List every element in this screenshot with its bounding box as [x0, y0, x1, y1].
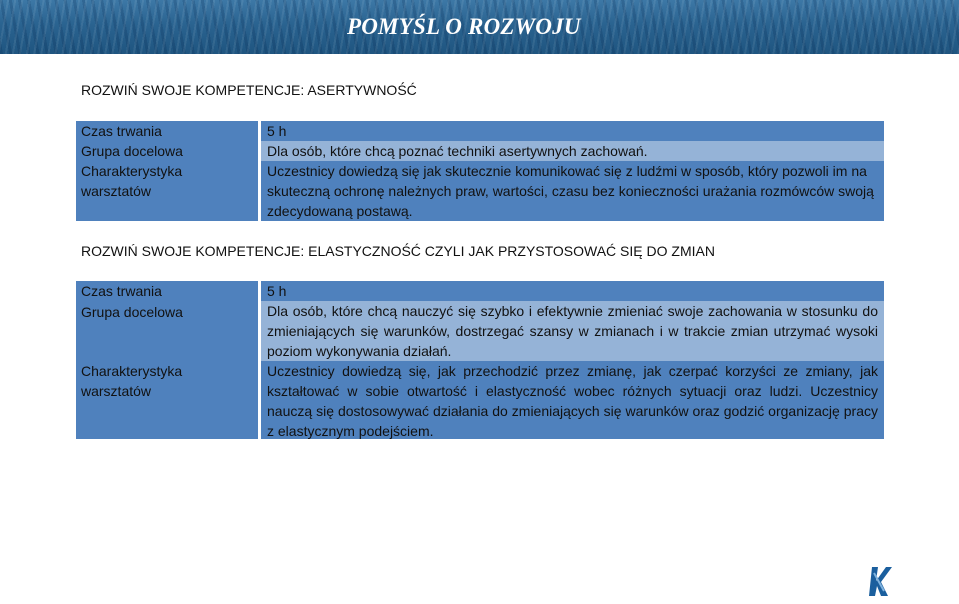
row-value-cell: [261, 141, 884, 161]
row-label: Grupa docelowa: [81, 143, 183, 159]
row-value: Dla osób, które chcą nauczyć się szybko i efektywnie zmieniać swoje zachowania w stosunku do zmieniających się warunków, dostrzegać szansy w zmianach i w trakcie zmian utrzymać wysoki poziom wykonywania działań.: [267, 303, 878, 359]
row-value: 5 h: [267, 283, 287, 299]
row-value: 5 h: [267, 123, 287, 139]
table-row: [76, 361, 884, 439]
row-value-cell: [261, 361, 884, 439]
row-label-cell: [76, 121, 258, 141]
logo-mark-icon: [868, 563, 948, 599]
biuro-karier-logo: [868, 563, 948, 599]
table-flexibility: [76, 281, 884, 439]
row-value: Uczestnicy dowiedzą się jak skutecznie komunikować się z ludźmi w sposób, który pozwoli im na skuteczną ochronę należnych praw, wartości, czasu bez konieczności urażania rozmówców swoją zdecydowaną postawą.: [267, 163, 874, 219]
row-value: Dla osób, które chcą poznać techniki asertywnych zachowań.: [267, 143, 648, 159]
row-label: Charakterystyka warsztatów: [81, 363, 183, 399]
table-row: [76, 281, 884, 301]
row-label: Czas trwania: [81, 283, 162, 299]
page-title: POMYŚL O ROZWOJU: [347, 14, 581, 39]
header-banner: [0, 0, 959, 54]
table-row: [76, 121, 884, 141]
section-heading-flexibility: ROZWIŃ SWOJE KOMPETENCJE: ELASTYCZNOŚĆ CZYLI JAK PRZYSTOSOWAĆ SIĘ DO ZMIAN: [81, 243, 715, 259]
table-row: [76, 161, 884, 221]
row-label: Grupa docelowa: [81, 304, 183, 320]
row-value-cell: [261, 301, 884, 361]
row-label-cell: [76, 141, 258, 161]
row-value-cell: [261, 281, 884, 301]
table-row: [76, 301, 884, 361]
section-heading-assertiveness: ROZWIŃ SWOJE KOMPETENCJE: ASERTYWNOŚĆ: [81, 82, 417, 98]
table-row: [76, 141, 884, 161]
row-value-cell: [261, 121, 884, 141]
table-assertiveness: [76, 121, 884, 221]
row-label: Charakterystyka warsztatów: [81, 163, 183, 199]
row-label-cell: [76, 161, 258, 221]
row-value-cell: [261, 161, 884, 221]
row-label: Czas trwania: [81, 123, 162, 139]
row-value: Uczestnicy dowiedzą się, jak przechodzić przez zmianę, jak czerpać korzyści ze zmiany, jak kształtować w sobie otwartość i elastyczność wobec różnych sytuacji oraz ludzi. Uczestnicy nauczą się dostosowywać działania do zmieniających się warunków oraz godzić organizację pracy z elastycznym podejściem.: [267, 363, 878, 439]
